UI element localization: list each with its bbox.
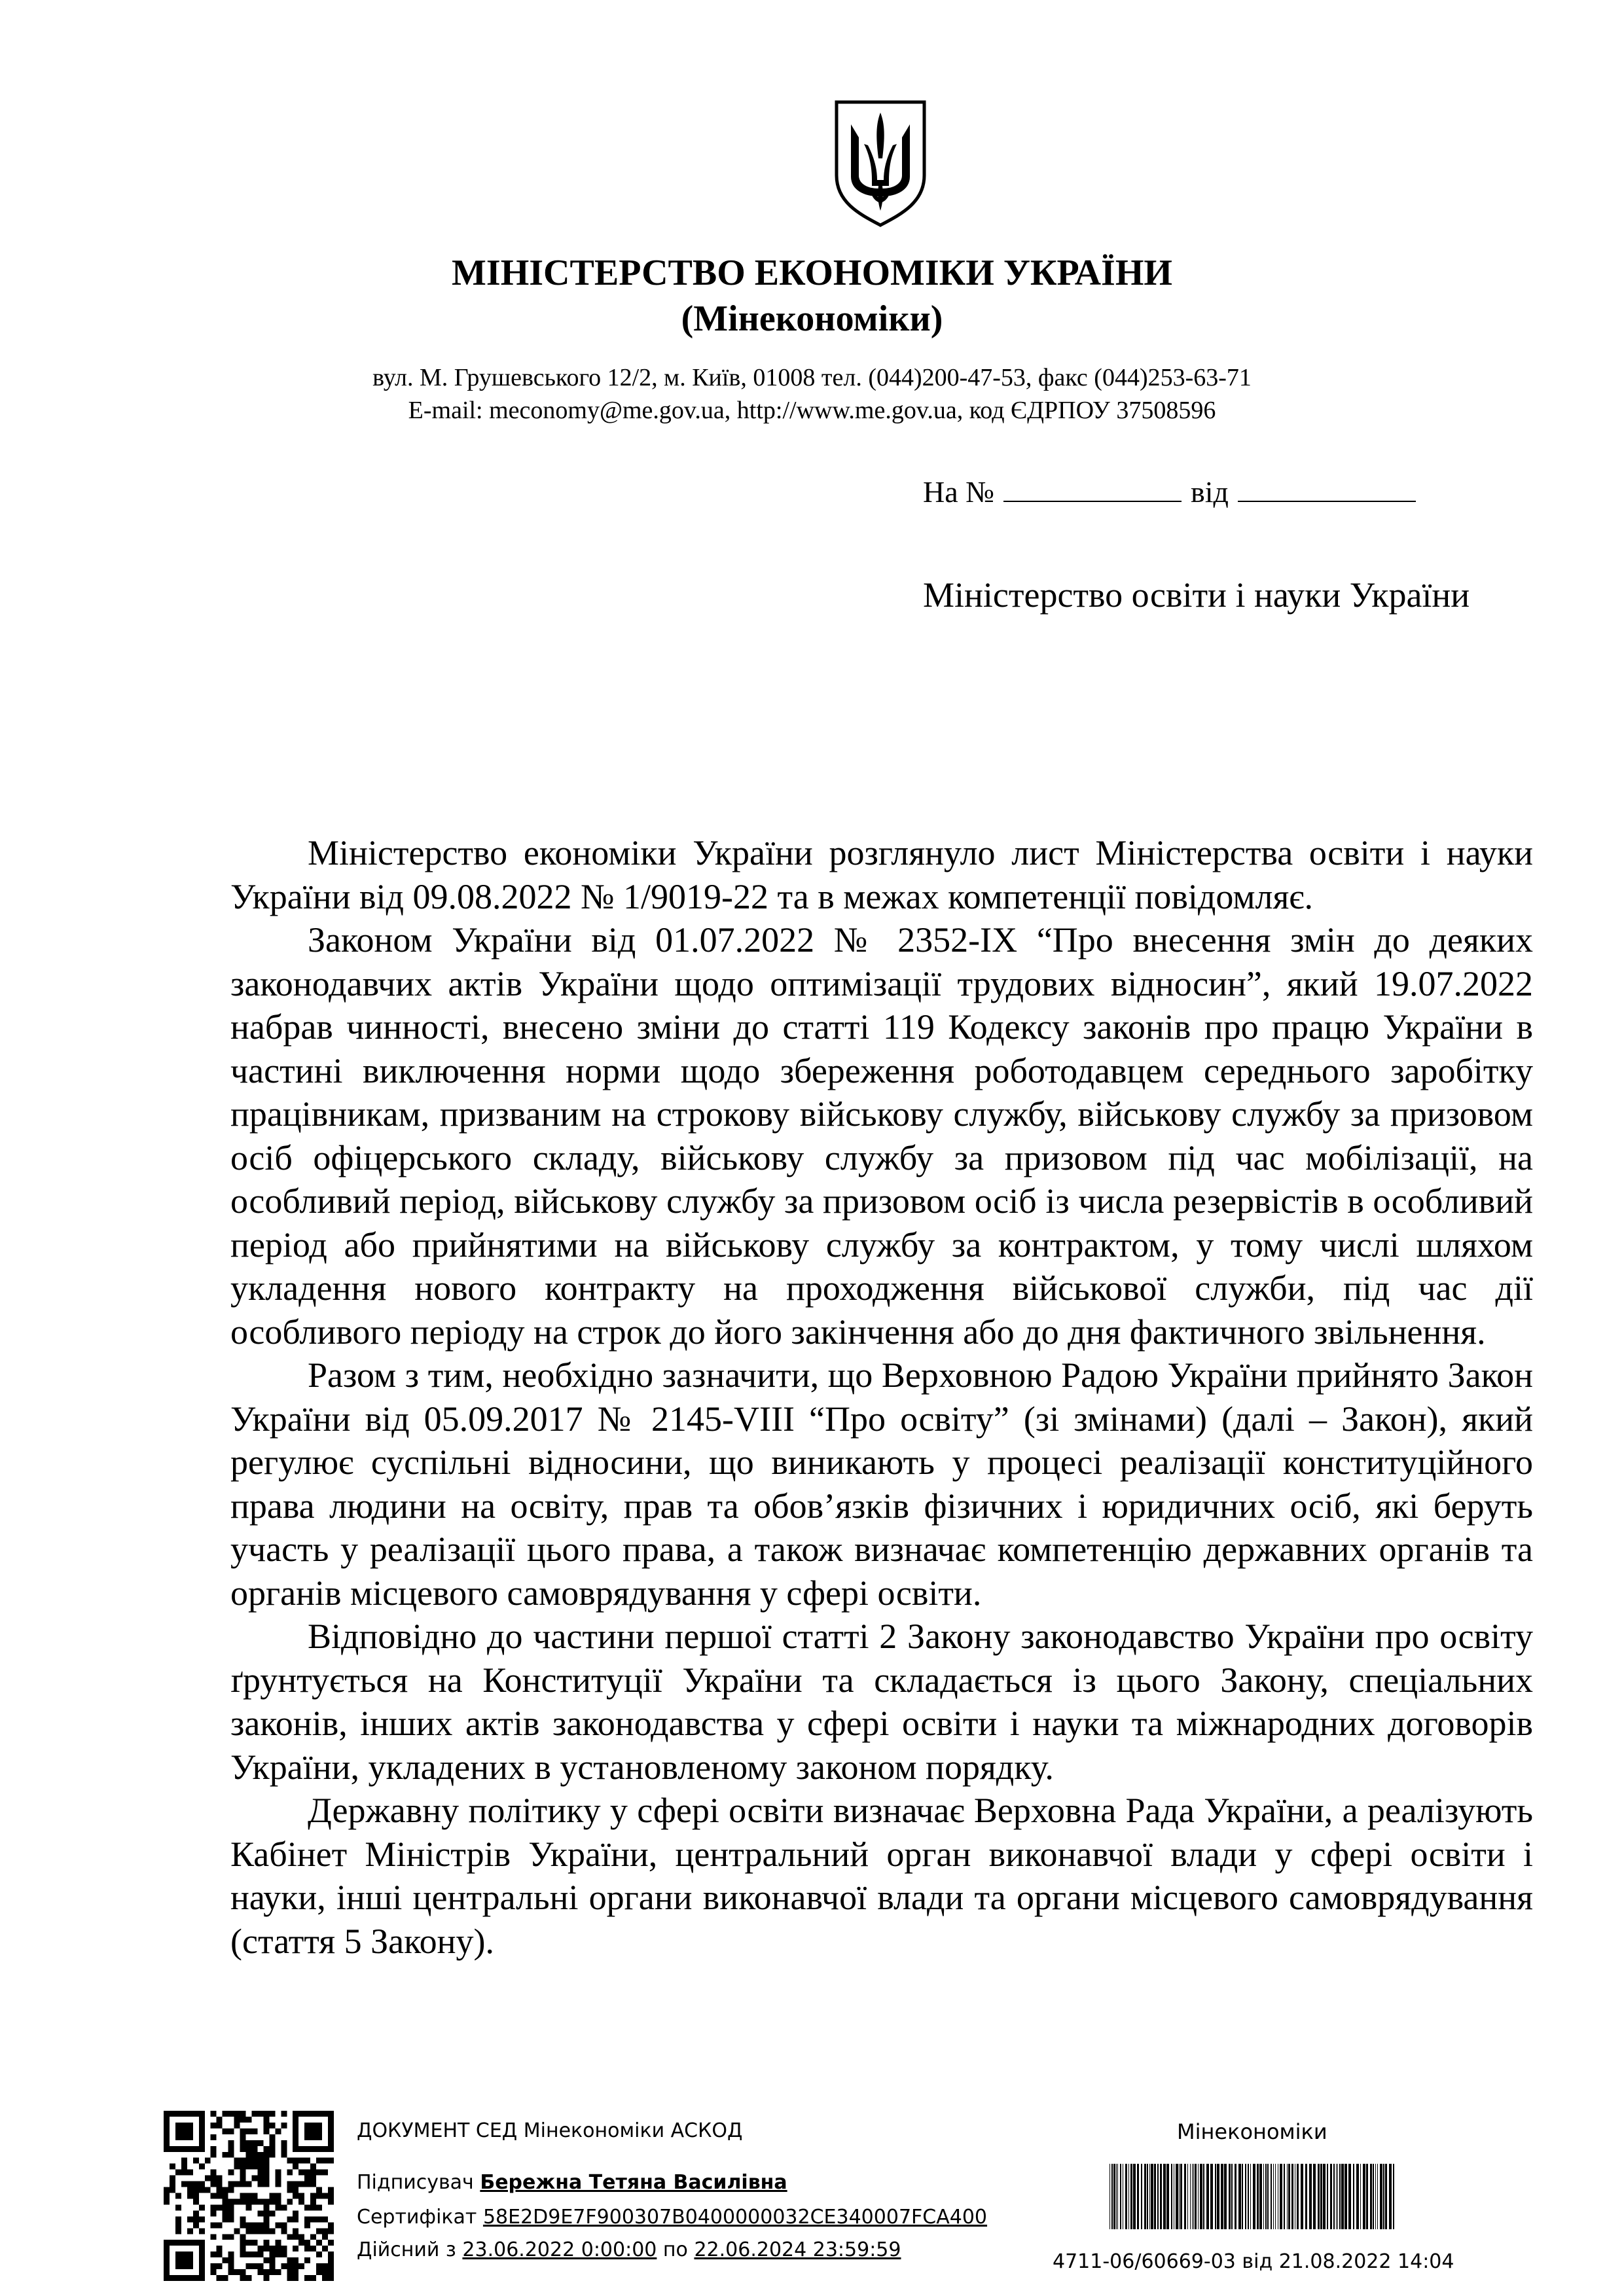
valid-from-value: 23.06.2022 0:00:00 [462, 2238, 657, 2261]
signer-row [357, 2171, 787, 2194]
e-signature-footer [0, 2108, 1624, 2296]
body-paragraph: Разом з тим, необхідно зазначити, що Верховною Радою України прийнято Закон України від 05.09.2017 № 2145-VIII “Про освіту” (зі змінами) (далі – Закон), який регулює суспільні відносини, що виникають у процесі реалізації конституційного права людини на освіту, прав та обов’язків фізичних і юридичних осіб, які беруть участь у реалізації цього права, а також визначає компетенцію державних органів та органів місцевого самоврядування у сфері освіти. [230, 1355, 1533, 1613]
contacts-line: E-mail: meconomy@me.gov.ua, http://www.me.gov.ua, код ЄДРПОУ 37508596 [408, 397, 1216, 424]
qr-code-icon [164, 2111, 334, 2281]
validity-row [357, 2238, 901, 2261]
reference-number-label: На № [923, 475, 995, 509]
signer-label: Підписувач [357, 2171, 474, 2194]
letter-body [230, 831, 1533, 1963]
valid-to-value: 22.06.2024 23:59:59 [694, 2238, 901, 2261]
certificate-label: Сертифікат [357, 2206, 477, 2229]
body-paragraph: Відповідно до частини першої статті 2 Закону законодавство України про освіту ґрунтується на Конституції України та складається із цього Закону, спеціальних законів, інших актів законодавства у сфері освіти і науки та міжнародних договорів України, укладених в установленому законом порядку. [230, 1617, 1533, 1787]
body-paragraph: Державну політику у сфері освіти визначає Верховна Рада України, а реалізують Кабінет Міністрів України, центральний орган виконавчої влади у сфері освіти і науки, інші центральні органи виконавчої влади та органи місцевого самоврядування (стаття 5 Закону). [230, 1791, 1533, 1961]
ukraine-trident-emblem-icon [831, 98, 929, 229]
reference-line [923, 475, 1425, 509]
certificate-row [357, 2206, 987, 2229]
certificate-value: 58E2D9E7F900307B0400000032CE340007FCA400 [482, 2206, 988, 2229]
registration-number: 4711-06/60669-03 від 21.08.2022 14:04 [1053, 2250, 1454, 2273]
valid-from-label: Дійсний з [357, 2238, 456, 2261]
reference-date-blank [1238, 501, 1416, 502]
signer-name: Бережна Тетяна Василівна [480, 2171, 787, 2194]
body-paragraph: Законом України від 01.07.2022 № 2352-IX “Про внесення змін до деяких законодавчих актів України щодо оптимізації трудових відносин”, який 19.07.2022 набрав чинності, внесено зміни до статті 119 Кодексу законів про працю України в частині виключення норми щодо збереження роботодавцем середнього заробітку працівникам, призваним на строкову військову службу, військову службу за призовом осіб офіцерського складу, військову службу за призовом під час мобілізації, на особливий період, військову службу за призовом осіб із числа резервістів в особливий період або прийнятими на військову службу за контрактом, у тому числі шляхом укладення нового контракту на проходження військової служби, під час дії особливого періоду на строк до його закінчення або до дня фактичного звільнення. [230, 920, 1533, 1352]
reference-date-label: від [1191, 475, 1229, 509]
ministry-name: МІНІСТЕРСТВО ЕКОНОМІКИ УКРАЇНИ [452, 253, 1172, 293]
address-line: вул. М. Грушевського 12/2, м. Київ, 01008 тел. (044)200-47-53, факс (044)253-63-71 [372, 364, 1252, 391]
sed-title: ДОКУМЕНТ СЕД Мінекономіки АСКОД [357, 2119, 743, 2142]
footer-org: Мінекономіки [1177, 2119, 1327, 2144]
recipient: Міністерство освіти і науки України [923, 575, 1470, 615]
ministry-short-name: (Мінекономіки) [681, 298, 943, 339]
valid-to-label: по [662, 2238, 688, 2261]
body-paragraph: Міністерство економіки України розглянуло лист Міністерства освіти і науки України від 09.08.2022 № 1/9019-22 та в межах компетенції повідомляє. [230, 833, 1533, 916]
reference-number-blank [1003, 501, 1182, 502]
barcode-icon [1110, 2164, 1394, 2229]
